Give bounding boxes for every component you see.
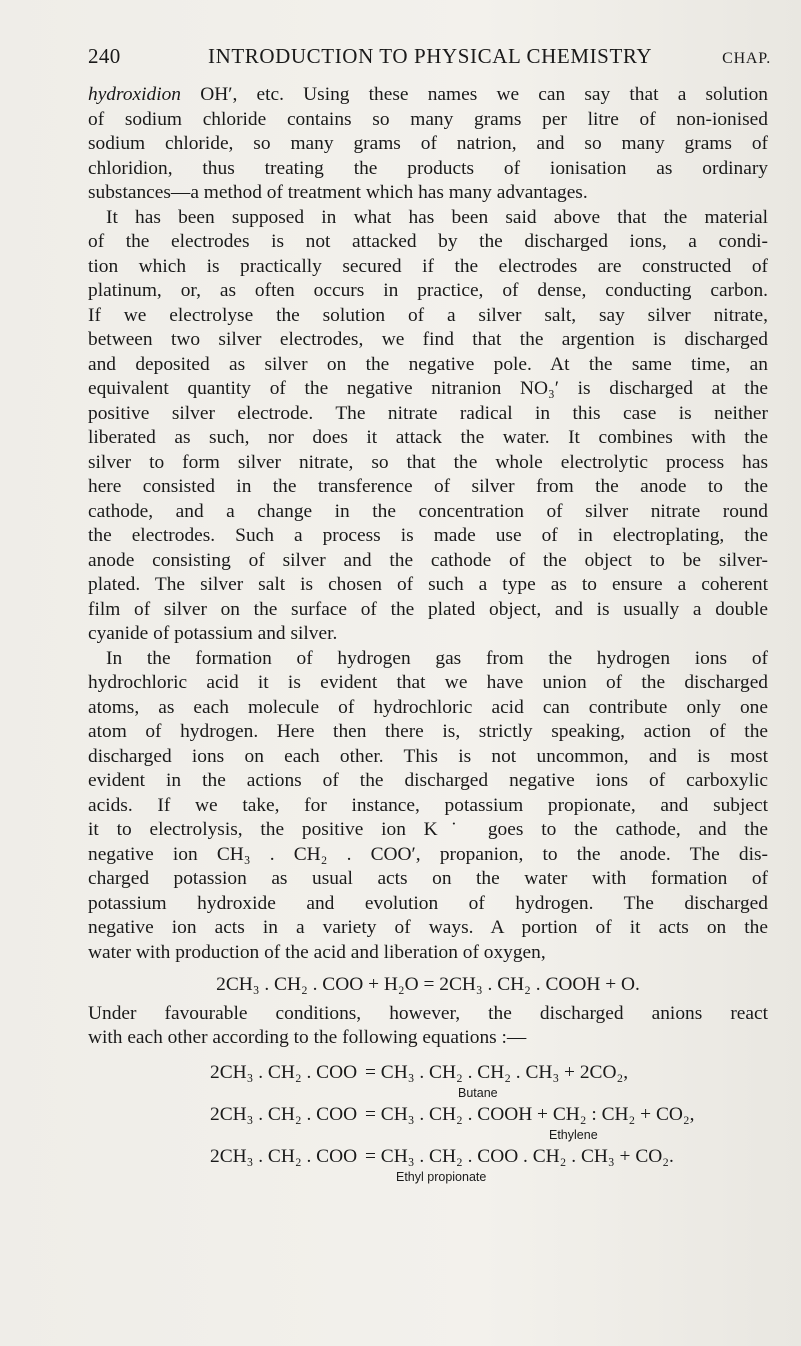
- equation-right: = CH₃ . CH₂ . CH₂ . CH₃ + 2CO₂,: [365, 1061, 629, 1083]
- paragraph-3-line: negative ion acts in a variety of ways. A portion of it acts on the: [88, 917, 768, 938]
- paragraph-2-line: positive silver electrode. The nitrate radical in this case is neither: [88, 402, 768, 424]
- paragraph-2-line: here consisted in the transference of silver from the anode to the: [88, 476, 768, 497]
- paragraph-3-line: it to electrolysis, the positive ion K˙ goes to the cathode, and the: [88, 819, 768, 840]
- running-header: [88, 44, 771, 69]
- paragraph-4-line: with each other according to the following equations :—: [88, 1027, 527, 1048]
- equation-set: [88, 1061, 768, 1187]
- paragraph-3-line: evident in the actions of the discharged negative ions of carboxylic: [88, 770, 768, 791]
- equation-row: [88, 1103, 768, 1127]
- paragraph-2-line: cyanide of potassium and silver.: [88, 623, 338, 644]
- paragraph-3-line: potassium hydroxide and evolution of hydrogen. The discharged: [88, 892, 768, 914]
- paragraph-2-line: plated. The silver salt is chosen of such a type as to ensure a coherent: [88, 574, 768, 595]
- equation-label: Ethylene: [549, 1127, 598, 1142]
- equation-label-row: [88, 1127, 768, 1145]
- paragraph-1: [88, 83, 768, 206]
- equation-left: 2CH₃ . CH₂ . COO: [210, 1145, 358, 1167]
- paragraph-2-line: film of silver on the surface of the plated object, and is usually a double: [88, 598, 768, 620]
- paragraph-3-line: In the formation of hydrogen gas from the hydrogen ions of: [106, 647, 768, 669]
- paragraph-2-line: and deposited as silver on the negative pole. At the same time, an: [88, 353, 768, 375]
- paragraph-2-line: of the electrodes is not attacked by the discharged ions, a condi-: [88, 231, 768, 252]
- equation-label: Ethyl propionate: [396, 1169, 487, 1184]
- chapter-marker: CHAP.: [722, 50, 771, 67]
- equation-left: 2CH₃ . CH₂ . COO: [210, 1103, 358, 1125]
- paragraph-3-line: acids. If we take, for instance, potassium propionate, and subject: [88, 794, 768, 816]
- equation-right: = CH₃ . CH₂ . COO . CH₂ . CH₃ + CO₂.: [365, 1145, 674, 1167]
- equation-right: = CH₃ . CH₂ . COOH + CH₂ : CH₂ + CO₂,: [365, 1103, 695, 1125]
- equation-label: Butane: [458, 1085, 498, 1100]
- equation-row: [88, 1061, 768, 1085]
- running-title: INTRODUCTION TO PHYSICAL CHEMISTRY: [207, 44, 653, 68]
- paragraph-2: [70, 206, 768, 647]
- paragraph-3-line: charged potassion as usual acts on the water with formation of: [88, 868, 768, 889]
- paragraph-1-line: OH′, etc. Using these names we can say that a solution: [181, 84, 768, 105]
- page-number: 240: [88, 44, 121, 68]
- paragraph-2-line: equivalent quantity of the negative nitranion NO₃′ is discharged at the: [88, 378, 768, 399]
- paragraph-3-line: hydrochloric acid it is evident that we have union of the discharged: [88, 672, 768, 693]
- paragraph-2-line: the electrodes. Such a process is made use of in electroplating, the: [88, 525, 768, 546]
- paragraph-2-line: between two silver electrodes, we find that the argention is discharged: [88, 329, 768, 350]
- paragraph-3: [88, 647, 768, 966]
- paragraph-1-line: chloridion, thus treating the products of ionisation as ordinary: [88, 157, 768, 179]
- paragraph-3-line: atoms, as each molecule of hydrochloric acid can contribute only one: [88, 696, 768, 718]
- paragraph-1-line: substances—a method of treatment which has many advantages.: [88, 182, 588, 203]
- paragraph-2-line: tion which is practically secured if the electrodes are constructed of: [88, 255, 768, 277]
- body-text: [88, 83, 768, 1187]
- paragraph-4-line: Under favourable conditions, however, the discharged anions react: [88, 1002, 768, 1024]
- equation-left: 2CH₃ . CH₂ . COO: [210, 1061, 358, 1083]
- paragraph-2-line: If we electrolyse the solution of a silver salt, say silver nitrate,: [88, 304, 768, 326]
- equation-label-row: [88, 1169, 768, 1187]
- paragraph-3-line: water with production of the acid and liberation of oxygen,: [88, 941, 546, 963]
- paragraph-2-line: platinum, or, as often occurs in practice, of dense, conducting carbon.: [88, 280, 768, 301]
- paragraph-1-line: sodium chloride, so many grams of natrion, and so many grams of: [88, 133, 768, 154]
- term-hydroxidion: hydroxidion: [88, 84, 181, 105]
- paragraph-2-line: anode consisting of silver and the cathode of the object to be silver-: [88, 549, 768, 571]
- equation-label-row: [88, 1085, 768, 1103]
- paragraph-2-line: It has been supposed in what has been said above that the material: [106, 206, 768, 228]
- paragraph-3-line: discharged ions on each other. This is not uncommon, and is most: [88, 745, 768, 767]
- paragraph-2-line: silver to form silver nitrate, so that the whole electrolytic process has: [88, 451, 768, 473]
- paragraph-2-line: liberated as such, nor does it attack the water. It combines with the: [88, 427, 768, 448]
- equation-hydrolysis: 2CH₃ . CH₂ . COO + H₂O = 2CH₃ . CH₂ . COOH + O.: [216, 974, 640, 995]
- paragraph-3-line: atom of hydrogen. Here then there is, strictly speaking, action of the: [88, 721, 768, 742]
- paragraph-1-line: of sodium chloride contains so many grams per litre of non-ionised: [88, 108, 768, 130]
- paragraph-3-line: negative ion CH₃ . CH₂ . COO′, propanion, to the anode. The dis-: [88, 843, 768, 865]
- paragraph-2-line: cathode, and a change in the concentration of silver nitrate round: [88, 500, 768, 522]
- paragraph-4: [88, 1002, 768, 1051]
